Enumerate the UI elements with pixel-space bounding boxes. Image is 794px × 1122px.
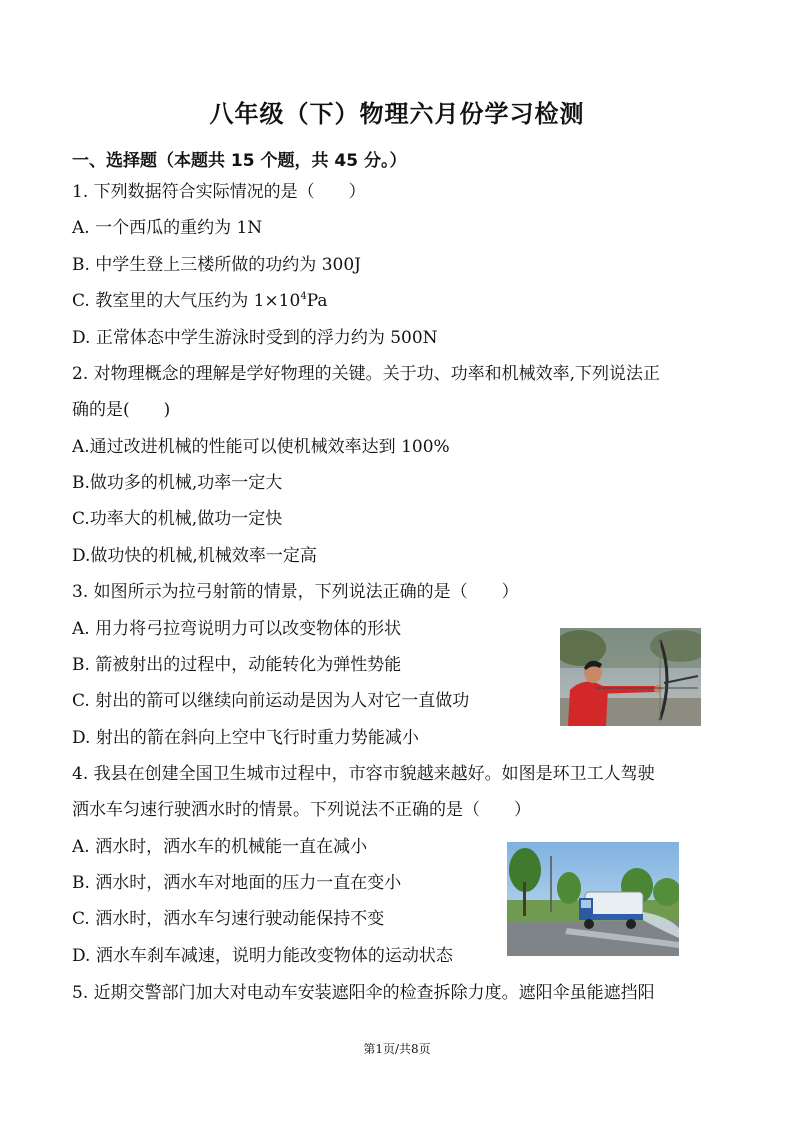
q3-option-d: D. 射出的箭在斜向上空中飞行时重力势能减小	[72, 728, 419, 748]
q2-option-b: B.做功多的机械,功率一定大	[72, 473, 283, 493]
q2-stem-line-2: 确的是( )	[72, 400, 171, 420]
q3-stem: 3. 如图所示为拉弓射箭的情景，下列说法正确的是（ ）	[72, 582, 519, 602]
page-title: 八年级（下）物理六月份学习检测	[209, 100, 585, 128]
q3-option-c: C. 射出的箭可以继续向前运动是因为人对它一直做功	[72, 691, 470, 711]
q1-option-b: B. 中学生登上三楼所做的功约为 300J	[72, 255, 361, 275]
q1-stem: 1. 下列数据符合实际情况的是（ ）	[72, 182, 366, 202]
q2-option-d: D.做功快的机械,机械效率一定高	[72, 546, 317, 566]
q5-stem-line-1: 5. 近期交警部门加大对电动车安装遮阳伞的检查拆除力度。遮阳伞虽能遮挡阳	[72, 983, 655, 1003]
q4-option-a: A. 洒水时，洒水车的机械能一直在减小	[72, 837, 368, 857]
q1-option-c: C. 教室里的大气压约为 $1\times 10^4Pa$	[72, 291, 328, 311]
section-heading: 一、选择题（本题共 15 个题，共 45 分。）	[72, 151, 407, 171]
q4-option-c: C. 洒水时，洒水车匀速行驶动能保持不变	[72, 909, 385, 929]
q1-option-d: D. 正常体态中学生游泳时受到的浮力约为 500N	[72, 328, 438, 348]
q4-stem-line-1: 4. 我县在创建全国卫生城市过程中，市容市貌越来越好。如图是环卫工人驾驶	[72, 764, 655, 784]
q4-option-b: B. 洒水时，洒水车对地面的压力一直在变小	[72, 873, 402, 893]
page-footer: 第1页/共8页	[363, 1042, 431, 1056]
q2-option-a: A.通过改进机械的性能可以使机械效率达到 100%	[72, 437, 450, 457]
sprinkler-truck-photo	[507, 842, 679, 956]
q4-stem-line-2: 洒水车匀速行驶洒水时的情景。下列说法不正确的是（ ）	[72, 800, 531, 820]
q4-option-d: D. 洒水车刹车减速，说明力能改变物体的运动状态	[72, 946, 453, 966]
q3-option-b: B. 箭被射出的过程中，动能转化为弹性势能	[72, 655, 402, 675]
q3-option-a: A. 用力将弓拉弯说明力可以改变物体的形状	[72, 619, 402, 639]
q1-option-a: A. 一个西瓜的重约为 1N	[72, 218, 263, 238]
q2-stem-line-1: 2. 对物理概念的理解是学好物理的关键。关于功、功率和机械效率,下列说法正	[72, 364, 661, 384]
q2-option-c: C.功率大的机械,做功一定快	[72, 509, 283, 529]
archery-photo	[560, 628, 701, 726]
